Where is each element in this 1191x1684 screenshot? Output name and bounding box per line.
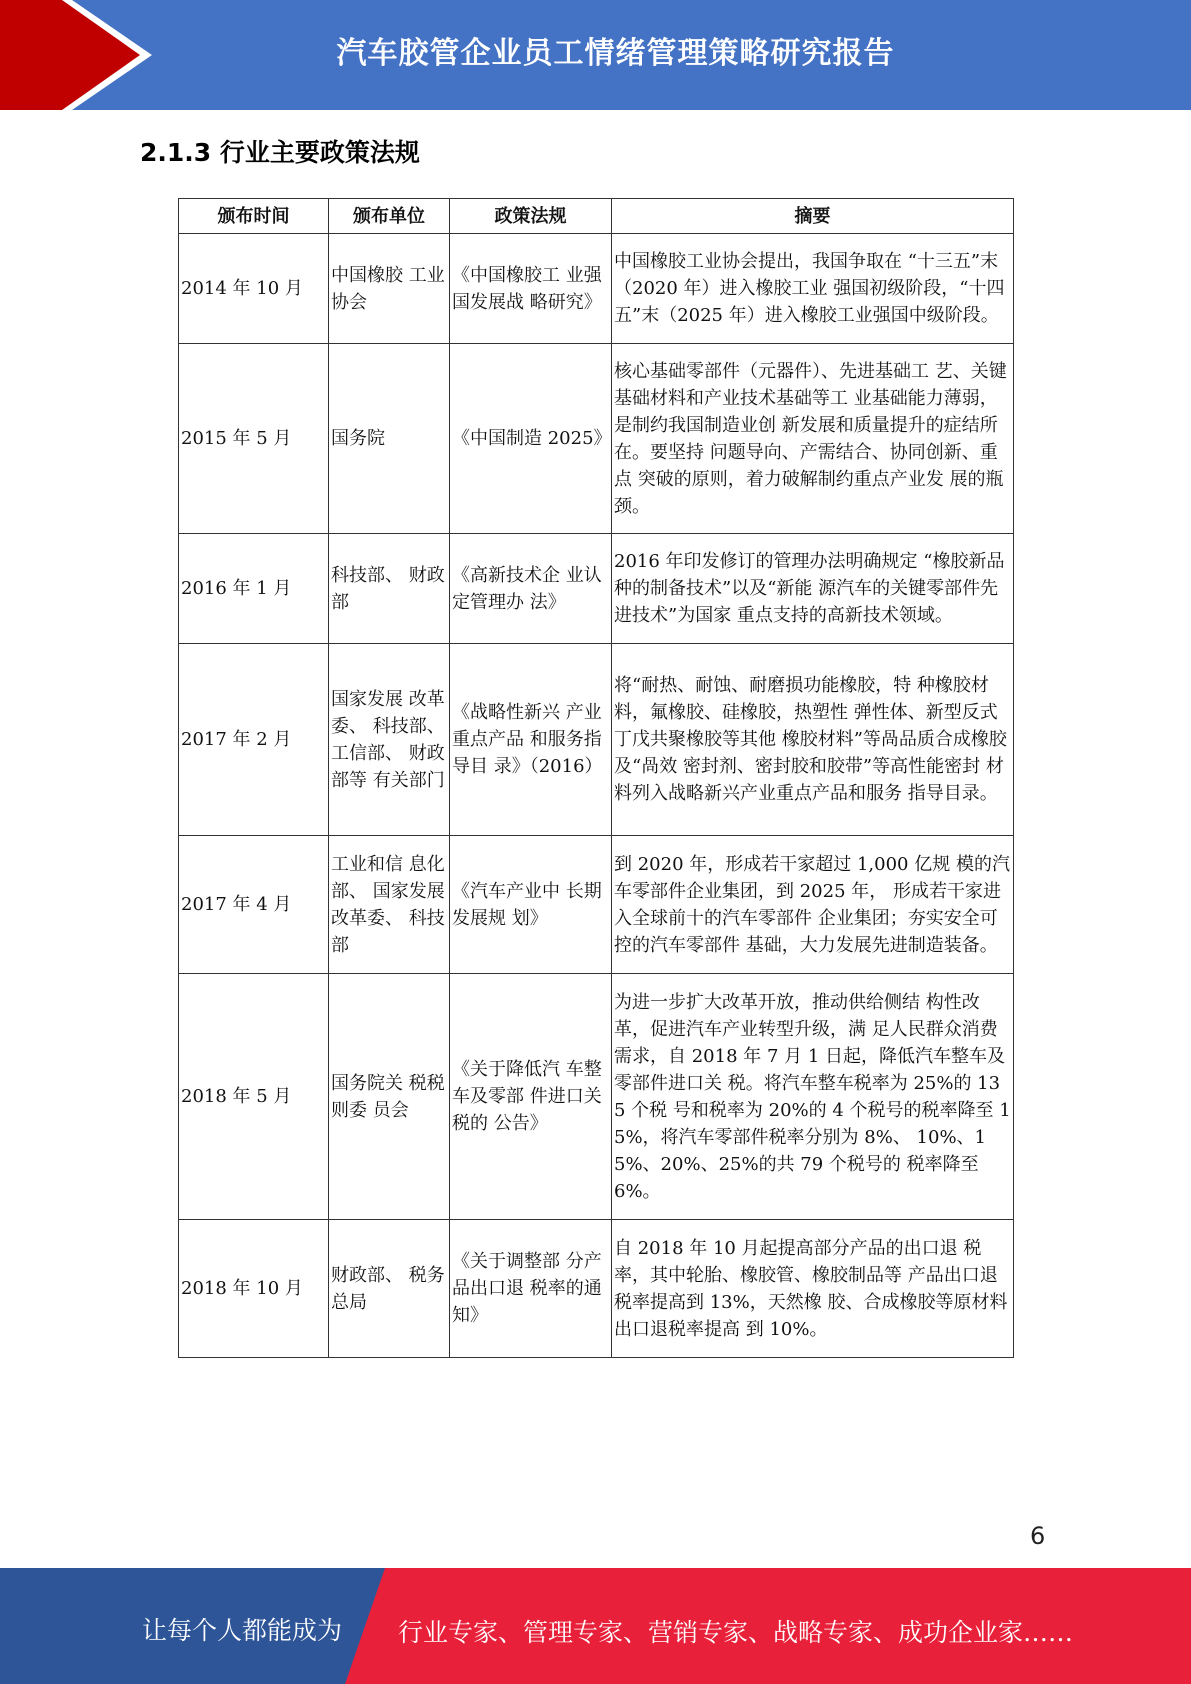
- cell-issuer: 国家发展 改革委、 科技部、 工信部、 财政部等 有关部门: [329, 644, 450, 836]
- header-red-arrow: [0, 0, 150, 110]
- table-row: [179, 836, 1014, 974]
- cell-issuer: 财政部、 税务总局: [329, 1220, 450, 1358]
- cell-summary: 到 2020 年，形成若干家超过 1,000 亿规 模的汽车零部件企业集团，到 2025 年， 形成若干家进入全球前十的汽车零部件 企业集团；夯实安全可控的汽车零部件 基础，大力发展先进制造装备。: [612, 836, 1014, 974]
- col-header-summary: 摘要: [612, 199, 1014, 234]
- cell-date: 2017 年 2 月: [179, 644, 329, 836]
- cell-summary: 将“耐热、耐蚀、耐磨损功能橡胶，特 种橡胶材料，氟橡胶、硅橡胶，热塑性 弹性体、新型反式丁戊共聚橡胶等其他 橡胶材料”等咼品质合成橡胶及“咼效 密封剂、密封胶和胶带”等高性能密封 材料列入战略新兴产业重点产品和服务 指导目录。: [612, 644, 1014, 836]
- cell-issuer: 国务院关 税税则委 员会: [329, 974, 450, 1220]
- cell-summary: 2016 年印发修订的管理办法明确规定 “橡胶新品种的制备技术”以及“新能 源汽车的关键零部件先进技术”为国家 重点支持的高新技术领域。: [612, 534, 1014, 644]
- cell-summary: 核心基础零部件（元器件）、先进基础工 艺、关键基础材料和产业技术基础等工 业基础能力薄弱，是制约我国制造业创 新发展和质量提升的症结所在。要坚持 问题导向、产需结合、协同创新、重点 突破的原则，着力破解制约重点产业发 展的瓶颈。: [612, 344, 1014, 534]
- cell-date: 2018 年 5 月: [179, 974, 329, 1220]
- table-row: [179, 644, 1014, 836]
- table-row: [179, 1220, 1014, 1358]
- cell-date: 2016 年 1 月: [179, 534, 329, 644]
- cell-date: 2014 年 10 月: [179, 234, 329, 344]
- cell-policy: 《战略性新兴 产业重点产品 和服务指导目 录》（2016）: [450, 644, 612, 836]
- section-heading: 2.1.3 行业主要政策法规: [140, 138, 420, 167]
- cell-policy: 《汽车产业中 长期发展规 划》: [450, 836, 612, 974]
- cell-policy: 《中国橡胶工 业强国发展战 略研究》: [450, 234, 612, 344]
- cell-date: 2015 年 5 月: [179, 344, 329, 534]
- col-header-issuer: 颁布单位: [329, 199, 450, 234]
- table-row: [179, 344, 1014, 534]
- cell-issuer: 工业和信 息化部、 国家发展 改革委、 科技部: [329, 836, 450, 974]
- cell-policy: 《关于调整部 分产品出口退 税率的通知》: [450, 1220, 612, 1358]
- table-header-row: [179, 199, 1014, 234]
- cell-date: 2017 年 4 月: [179, 836, 329, 974]
- col-header-policy: 政策法规: [450, 199, 612, 234]
- cell-policy: 《关于降低汽 车整车及零部 件进口关税的 公告》: [450, 974, 612, 1220]
- table-row: [179, 234, 1014, 344]
- table-row: [179, 534, 1014, 644]
- col-header-date: 颁布时间: [179, 199, 329, 234]
- page-footer: [0, 1568, 1191, 1684]
- cell-summary: 自 2018 年 10 月起提高部分产品的出口退 税率，其中轮胎、橡胶管、橡胶制品等 产品出口退税率提高到 13%，天然橡 胶、合成橡胶等原材料出口退税率提高 到 10%。: [612, 1220, 1014, 1358]
- page-header: [0, 0, 1191, 110]
- cell-summary: 为进一步扩大改革开放，推动供给侧结 构性改革，促进汽车产业转型升级，满 足人民群众消费需求，自 2018 年 7 月 1 日起，降低汽车整车及零部件进口关 税。将汽车整车税率为 25%的 135 个税 号和税率为 20%的 4 个税号的税率降至 15%，将汽车零部件税率分别为 8%、 10%、15%、20%、25%的共 79 个税号的 税率降至 6%。: [612, 974, 1014, 1220]
- cell-policy: 《中国制造 2025》: [450, 344, 612, 534]
- cell-issuer: 国务院: [329, 344, 450, 534]
- page-number: 6: [1030, 1522, 1046, 1550]
- cell-policy: 《高新技术企 业认定管理办 法》: [450, 534, 612, 644]
- cell-issuer: 中国橡胶 工业协会: [329, 234, 450, 344]
- cell-summary: 中国橡胶工业协会提出，我国争取在 “十三五”末（2020 年）进入橡胶工业 强国初级阶段，“十四五”末（2025 年）进入橡胶工业强国中级阶段。: [612, 234, 1014, 344]
- cell-issuer: 科技部、 财政部: [329, 534, 450, 644]
- footer-slogan-left: 让每个人都能成为: [142, 1616, 343, 1645]
- footer-slogan-right: 行业专家、管理专家、营销专家、战略专家、成功企业家……: [398, 1618, 1074, 1647]
- policy-table: [178, 198, 1014, 1358]
- cell-date: 2018 年 10 月: [179, 1220, 329, 1358]
- table-row: [179, 974, 1014, 1220]
- report-title: 汽车胶管企业员工情绪管理策略研究报告: [336, 36, 895, 71]
